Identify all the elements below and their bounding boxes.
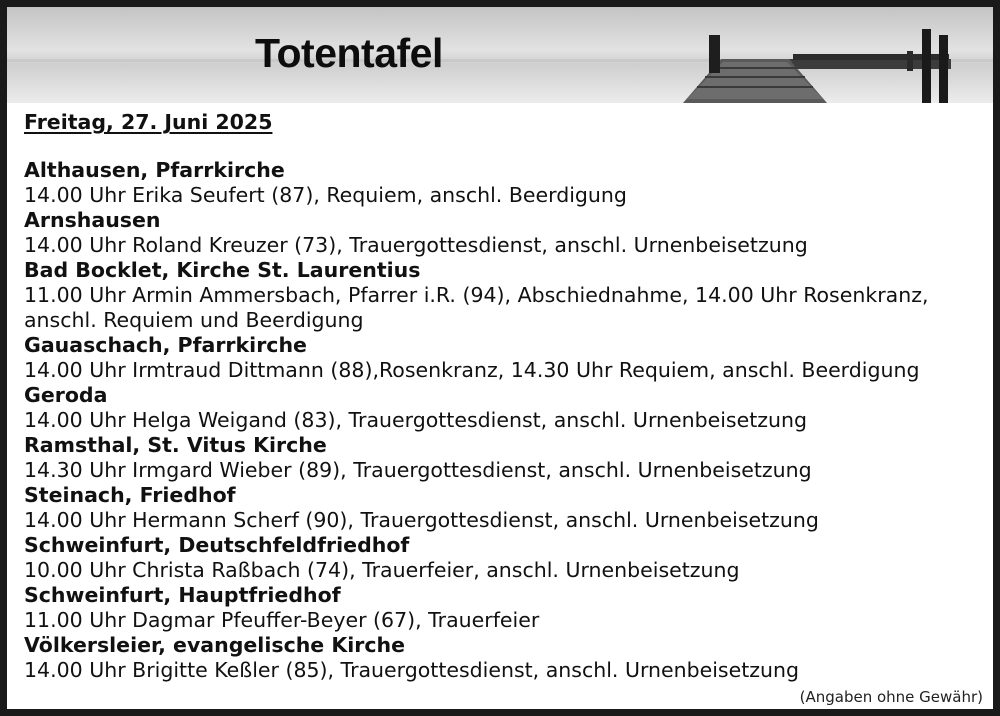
entry-location: Arnshausen	[24, 208, 161, 232]
entry-text: 10.00 Uhr Christa Raßbach (74), Trauerfeier, anschl. Urnenbeisetzung	[24, 558, 740, 582]
entry-text: 14.00 Uhr Roland Kreuzer (73), Trauergottesdienst, anschl. Urnenbeisetzung	[24, 233, 808, 257]
entry-location: Ramsthal, St. Vitus Kirche	[24, 433, 327, 457]
entry-text: 11.00 Uhr Armin Ammersbach, Pfarrer i.R. (94), Abschiednahme, 14.00 Uhr Rosenkranz,	[24, 283, 929, 307]
jetty-lake-illustration	[7, 7, 993, 103]
list-item	[24, 433, 984, 483]
list-item	[24, 383, 984, 433]
entry-text: 14.00 Uhr Brigitte Keßler (85), Trauergottesdienst, anschl. Urnenbeisetzung	[24, 658, 800, 682]
entry-location: Schweinfurt, Deutschfeldfriedhof	[24, 533, 410, 557]
page-title: Totentafel	[255, 30, 443, 76]
entry-location: Bad Bocklet, Kirche St. Laurentius	[24, 258, 421, 282]
entry-text: anschl. Requiem und Beerdigung	[24, 308, 364, 332]
entry-location: Geroda	[24, 383, 108, 407]
list-item	[24, 258, 984, 333]
list-item	[24, 533, 984, 583]
disclaimer: (Angaben ohne Gewähr)	[799, 688, 983, 706]
entry-location: Steinach, Friedhof	[24, 483, 236, 507]
list-item	[24, 483, 984, 533]
entry-text: 11.00 Uhr Dagmar Pfeuffer-Beyer (67), Trauerfeier	[24, 608, 540, 632]
list-item	[24, 158, 984, 208]
list-item	[24, 333, 984, 383]
entry-text: 14.00 Uhr Helga Weigand (83), Trauergottesdienst, anschl. Urnenbeisetzung	[24, 408, 808, 432]
entry-location: Althausen, Pfarrkirche	[24, 158, 285, 182]
date-heading: Freitag, 27. Juni 2025	[24, 110, 273, 134]
entry-location: Schweinfurt, Hauptfriedhof	[24, 583, 341, 607]
entry-text: 14.00 Uhr Hermann Scherf (90), Trauergottesdienst, anschl. Urnenbeisetzung	[24, 508, 819, 532]
entry-text: 14.30 Uhr Irmgard Wieber (89), Trauergottesdienst, anschl. Urnenbeisetzung	[24, 458, 812, 482]
header-banner	[7, 7, 993, 103]
list-item	[24, 583, 984, 633]
list-item	[24, 633, 984, 683]
list-item	[24, 208, 984, 258]
entry-text: 14.00 Uhr Erika Seufert (87), Requiem, anschl. Beerdigung	[24, 183, 627, 207]
entry-location: Gauaschach, Pfarrkirche	[24, 333, 307, 357]
entry-location: Völkersleier, evangelische Kirche	[24, 633, 406, 657]
entry-text: 14.00 Uhr Irmtraud Dittmann (88),Rosenkranz, 14.30 Uhr Requiem, anschl. Beerdigung	[24, 358, 920, 382]
notice-content	[24, 108, 984, 683]
